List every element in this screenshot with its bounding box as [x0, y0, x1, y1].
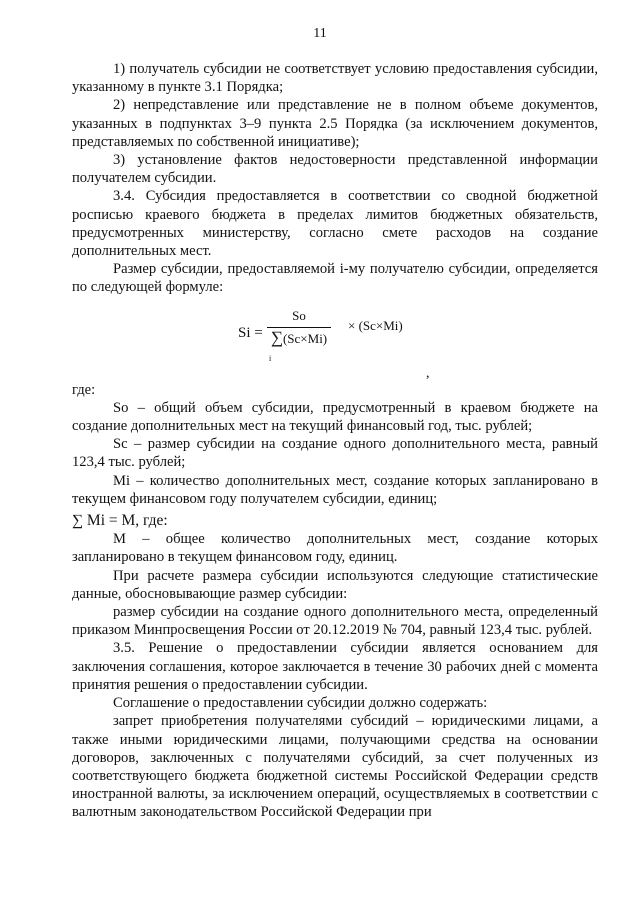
sum-definition: ∑ Mi = M, где: — [72, 512, 168, 530]
paragraph-prohibition: запрет приобретения получателями субсидий – юридическими лицами, а также иными юридическими лицами, получающими средства на основании договоров, заключенных с получателями субсидий, за счет полученных из соответствующего бюджета бюджетной системы Российской Федерации средств иностранной валюты, за исключением операций, осуществляемых в соответствии с валютным законодательством Российской Федерации при — [72, 713, 598, 821]
paragraph-3-5: 3.5. Решение о предоставлении субсидии является основанием для заключения соглашения, которое заключается в течение 30 рабочих дней с момента принятия решения о предоставлении субсидии. — [72, 640, 598, 693]
paragraph-condition-3: 3) установление фактов недостоверности представленной информации получателем субсидии. — [72, 152, 598, 187]
paragraph-statistics: При расчете размера субсидии используются следующие статистические данные, обосновывающие размер субсидии: — [72, 567, 598, 602]
paragraph-3-4: 3.4. Субсидия предоставляется в соответствии со сводной бюджетной росписью краевого бюджета в пределах лимитов бюджетных обязательств, предусмотренных министерству, согласно смете расходов на создание дополнительных мест. — [72, 188, 598, 260]
formula-comma: , — [426, 365, 430, 381]
formula-multiplier: × (Sc×Mi) — [348, 317, 403, 333]
definition-mi: Mi – количество дополнительных мест, создание которых запланировано в текущем финансовом году получателем субсидии, единиц; — [72, 472, 598, 507]
formula-denominator: (Sc×Mi) — [282, 330, 328, 346]
document-body — [72, 60, 598, 822]
formula-denominator-wrap — [267, 328, 331, 348]
formula-lhs: Si = — [238, 324, 263, 341]
subsidy-formula — [72, 303, 598, 381]
paragraph-subsidy-size: размер субсидии на создание одного дополнительного места, определенный приказом Минпросвещения России от 20.12.2019 № 704, равный 123,4 тыс. рублей. — [72, 604, 598, 639]
paragraph-formula-intro: Размер субсидии, предоставляемой i-му получателю субсидии, определяется по следующей формуле: — [72, 261, 598, 296]
definition-sc: Sc – размер субсидии на создание одного дополнительного места, равный 123,4 тыс. рублей; — [72, 436, 598, 471]
formula-fraction — [267, 307, 331, 348]
definition-so: So – общий объем субсидии, предусмотренный в краевом бюджете на создание дополнительных мест на текущий финансовый год, тыс. рублей; — [72, 399, 598, 435]
paragraph-condition-2: 2) непредставление или представление не в полном объеме документов, указанных в подпунктах 3–9 пункта 2.5 Порядка (за исключением документов, представляемых по собственной инициативе); — [72, 97, 598, 150]
sigma-symbol: ∑ — [270, 327, 283, 347]
formula-sum-index: i — [269, 353, 272, 363]
paragraph-condition-1: 1) получатель субсидии не соответствует условию предоставления субсидии, указанному в пункте 3.1 Порядка; — [72, 61, 598, 96]
definition-m: М – общее количество дополнительных мест, создание которых запланировано в текущем финансовом году, единиц. — [72, 531, 598, 566]
paragraph-where: где: — [72, 381, 96, 398]
page-number: 11 — [313, 26, 327, 41]
paragraph-agreement: Соглашение о предоставлении субсидии должно содержать: — [113, 695, 488, 712]
formula-numerator: So — [267, 307, 331, 328]
